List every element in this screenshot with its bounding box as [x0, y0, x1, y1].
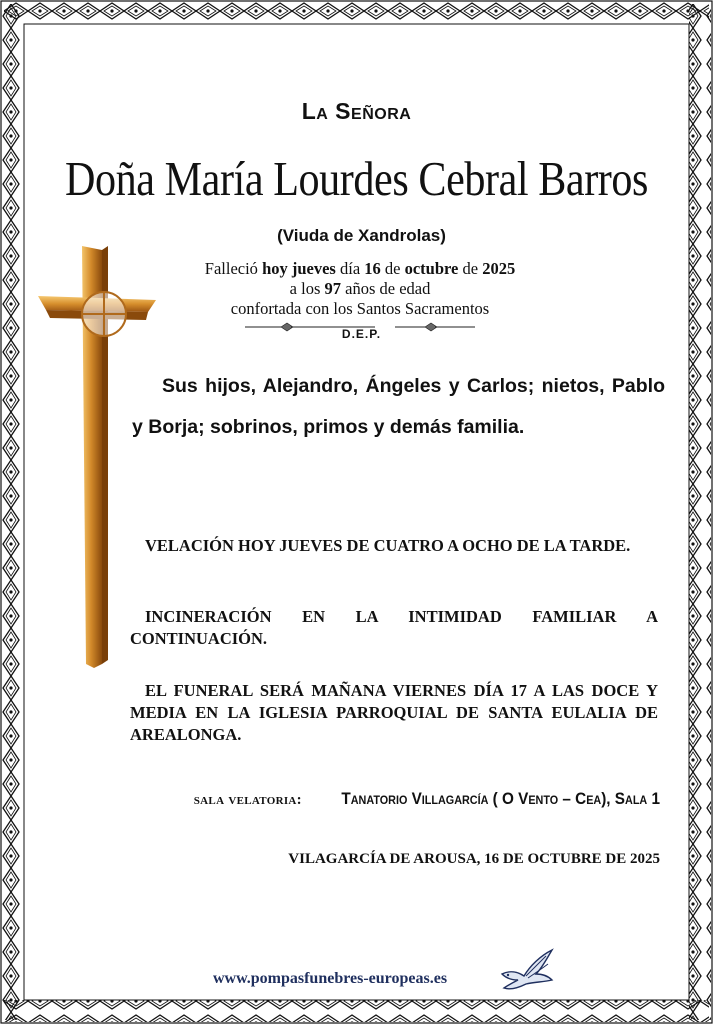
wake-room-value: Tanatorio Villagarcía ( O Vento – Cea), Sala 1 — [341, 789, 660, 808]
widow-note: (Viuda de Xandrolas) — [277, 226, 446, 245]
rip-text: D.E.P. — [341, 327, 382, 341]
funeral-paragraph: EL FUNERAL SERÁ MAÑANA VIERNES DÍA 17 A LAS DOCE Y MEDIA EN LA IGLESIA PARROQUIAL DE SANTA EULALIA DE AREALONGA. — [130, 681, 658, 744]
place-date: VILAGARCÍA DE AROUSA, 16 DE OCTUBRE DE 2025 — [288, 851, 660, 867]
wake-room — [100, 789, 660, 809]
death-info — [150, 259, 570, 319]
death-date-line: Falleció hoy jueves día 16 de octubre de 2025 — [204, 259, 516, 278]
sacraments-line: confortada con los Santos Sacramentos — [230, 299, 490, 318]
dove-icon — [496, 944, 556, 994]
deceased-name: Doña María Lourdes Cebral Barros — [64, 151, 649, 206]
intro-title: La Señora — [301, 98, 412, 124]
wake-room-label: sala velatoria: — [193, 792, 307, 808]
wake-paragraph: VELACIÓN HOY JUEVES DE CUATRO A OCHO DE LA TARDE. — [145, 536, 631, 555]
website-link[interactable]: www.pompasfunebres-europeas.es — [212, 970, 448, 987]
family-text: Sus hijos, Alejandro, Ángeles y Carlos; nietos, Pablo y Borja; sobrinos, primos y demás familia. — [132, 375, 665, 438]
age-line: a los 97 años de edad — [289, 279, 431, 298]
cremation-paragraph: INCINERACIÓN EN LA INTIMIDAD FAMILIAR A CONTINUACIÓN. — [130, 607, 658, 648]
